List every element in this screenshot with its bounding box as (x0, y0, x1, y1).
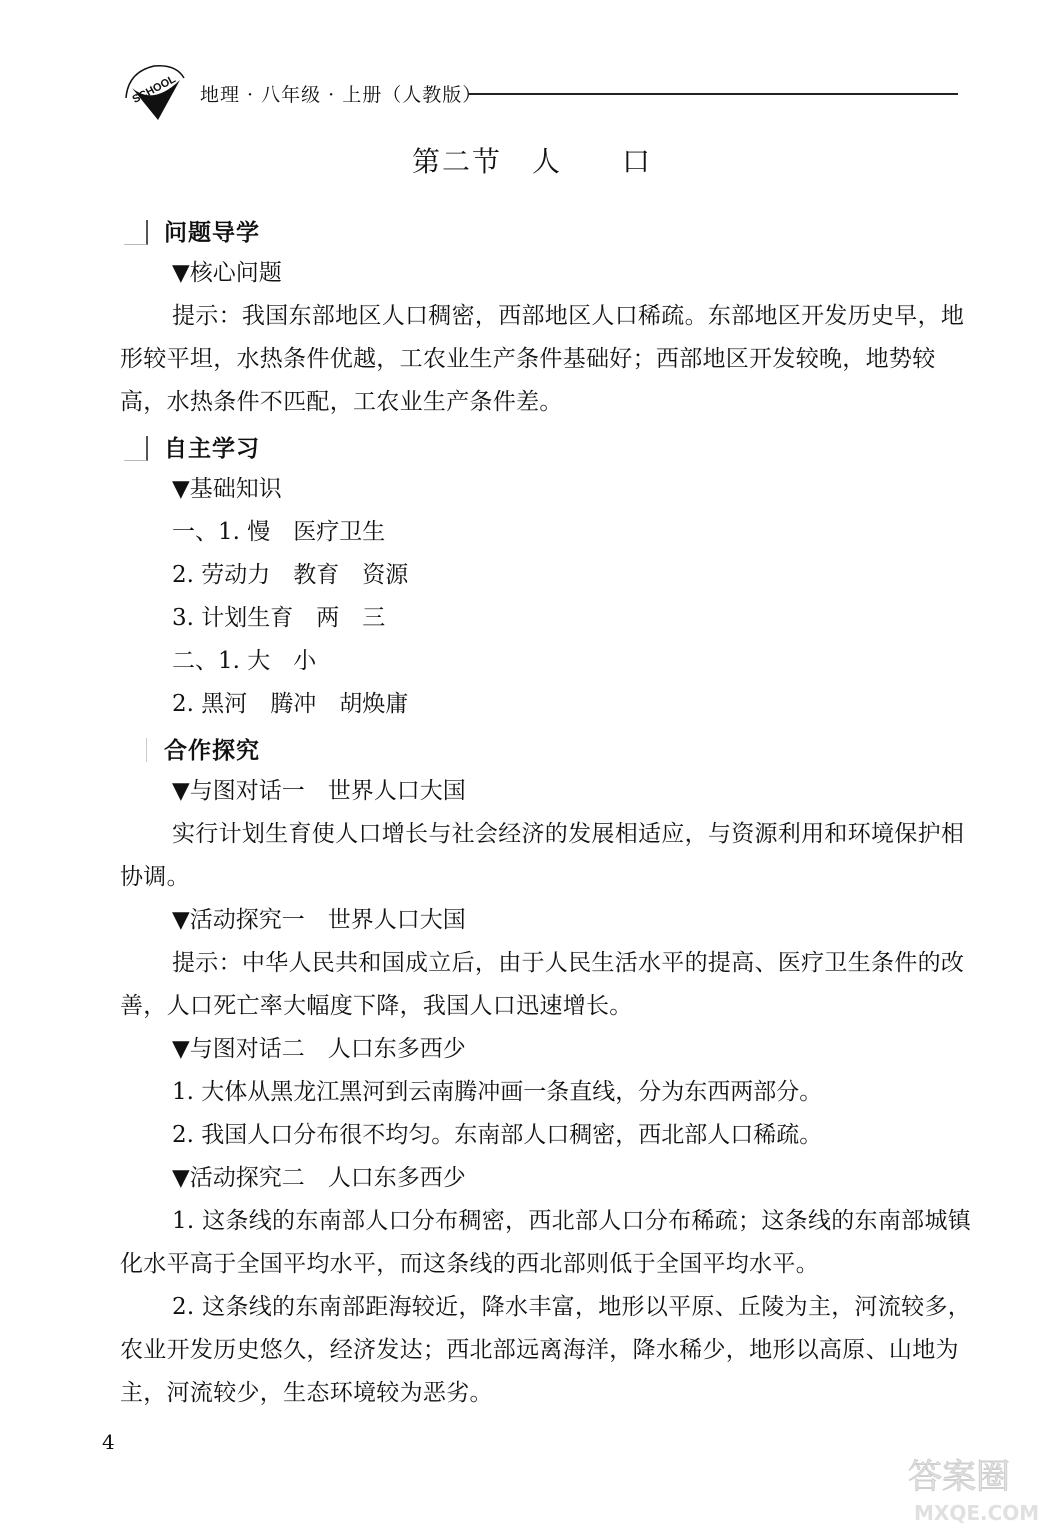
header-rule (468, 93, 958, 95)
paragraph: 1. 这条线的东南部人口分布稠密，西北部人口分布稀疏；这条线的东南部城镇化水平高于全国平均水平，而这条线的西北部则低于全国平均水平。 (120, 1208, 972, 1277)
subheading: ▼活动探究一 世界人口大国 (172, 907, 466, 933)
subheading: ▼与图对话二 人口东多西少 (172, 1036, 466, 1062)
section-heading (120, 426, 980, 468)
section-marker-icon (124, 220, 148, 245)
page-content (120, 208, 980, 1415)
answer-line: 2. 劳动力 教育 资源 (172, 562, 409, 588)
paragraph: 2. 这条线的东南部距海较近，降水丰富，地形以平原、丘陵为主，河流较多，农业开发历史悠久，经济发达；西北部远离海洋，降水稀少，地形以高原、山地为主，河流较少，生态环境较为恶劣。 (120, 1294, 972, 1406)
svg-text:MXQE.COM: MXQE.COM (914, 1501, 1040, 1525)
section-label: 自主学习 (164, 436, 260, 462)
watermark-logo (900, 1448, 1050, 1528)
subheading: ▼核心问题 (172, 260, 282, 286)
page-header (118, 58, 958, 128)
svg-text:SCHOOL: SCHOOL (130, 73, 178, 106)
section-label: 问题导学 (164, 220, 260, 246)
section-heading (120, 728, 980, 770)
book-title: 地理 · 八年级 · 上册（人教版） (200, 84, 483, 106)
section-heading (120, 210, 980, 252)
svg-text:答案圈: 答案圈 (908, 1457, 1010, 1497)
paragraph: 提示：中华人民共和国成立后，由于人民生活水平的提高、医疗卫生条件的改善，人口死亡率大幅度下降，我国人口迅速增长。 (120, 950, 965, 1019)
subheading: ▼与图对话一 世界人口大国 (172, 778, 466, 804)
answer-line: 一、1. 慢 医疗卫生 (172, 519, 386, 545)
section-label: 合作探究 (164, 738, 260, 764)
school-logo-icon (118, 58, 188, 128)
section-marker-icon (124, 436, 148, 461)
subheading: ▼活动探究二 人口东多西少 (172, 1165, 466, 1191)
paragraph: 提示：我国东部地区人口稠密，西部地区人口稀疏。东部地区开发历史早，地形较平坦，水热条件优越，工农业生产条件基础好；西部地区开发较晚，地势较高，水热条件不匹配，工农业生产条件差。 (120, 303, 965, 415)
chapter-title: 第二节 人 口 (411, 145, 652, 178)
answer-line: 2. 我国人口分布很不均匀。东南部人口稠密，西北部人口稀疏。 (172, 1122, 823, 1148)
paragraph: 实行计划生育使人口增长与社会经济的发展相适应，与资源利用和环境保护相协调。 (120, 821, 965, 890)
answer-line: 3. 计划生育 两 三 (172, 605, 386, 631)
subheading: ▼基础知识 (172, 476, 282, 502)
section-marker-icon (124, 738, 147, 762)
answer-line: 二、1. 大 小 (172, 648, 317, 674)
answer-line: 1. 大体从黑龙江黑河到云南腾冲画一条直线，分为东西两部分。 (172, 1079, 823, 1105)
page-number: 4 (102, 1430, 115, 1454)
answer-line: 2. 黑河 腾冲 胡焕庸 (172, 691, 409, 717)
